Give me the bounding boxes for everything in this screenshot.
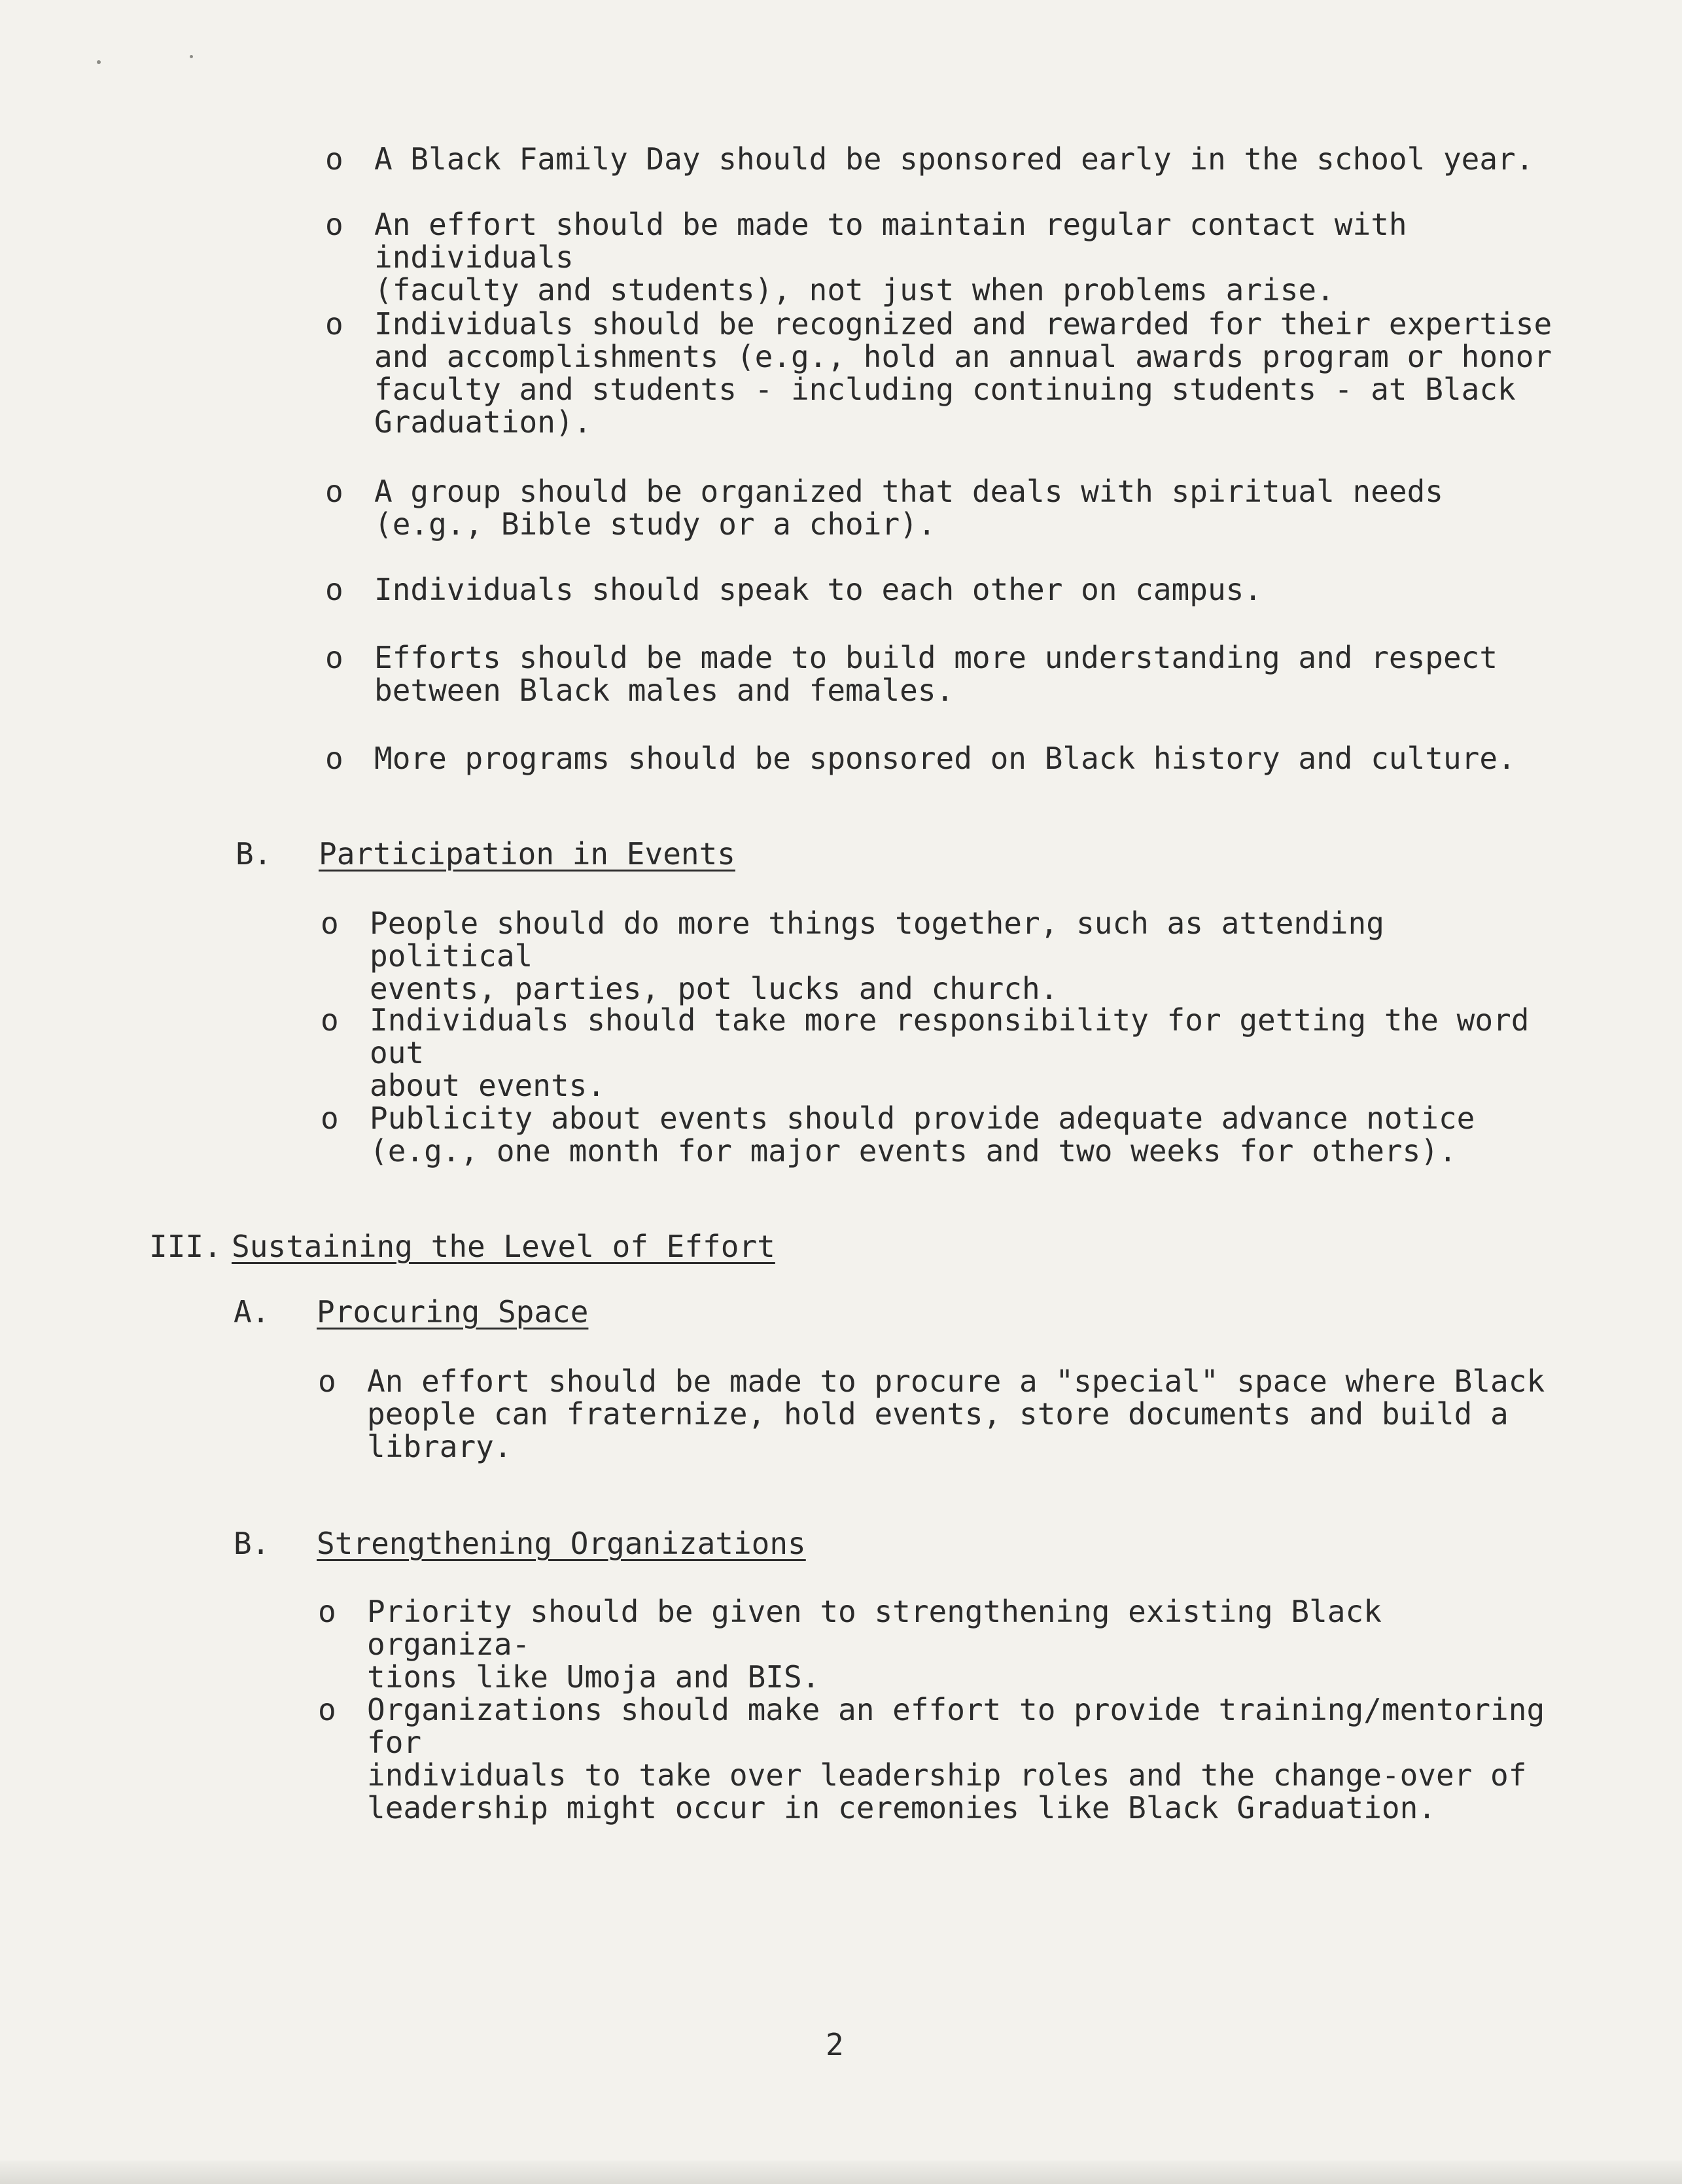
bullet-text: Organizations should make an effort to provide training/mentoring for individuals to take over leadership roles and the change-over of leadership might occur in ceremonies like Black Graduation. [367,1692,1545,1825]
bullet-marker: o [321,1002,339,1038]
bullet-text: Individuals should take more responsibility for getting the word out about events. [370,1002,1530,1103]
bullet-marker: o [325,141,343,177]
bullet-text: More programs should be sponsored on Black history and culture. [374,741,1516,776]
bullet-text: Efforts should be made to build more understanding and respect between Black males and females. [374,640,1498,708]
bullet-marker: o [325,306,343,342]
page-number: 2 [826,2027,844,2062]
section-title: Procuring Space [317,1294,589,1330]
section-title: Sustaining the Level of Effort [232,1229,775,1264]
bullet-marker: o [325,207,343,242]
bullet-text: People should do more things together, such as attending political events, parties, pot lucks and church. [370,906,1384,1006]
bullet-marker: o [325,640,343,675]
section-letter: B. [234,1526,270,1561]
bullet-text: An effort should be made to procure a "special" space where Black people can fraternize, hold events, store documents and build a library. [367,1364,1545,1464]
section-title: Participation in Events [319,836,735,872]
bullet-marker: o [325,572,343,607]
section-letter: A. [234,1294,270,1330]
bullet-marker: o [325,474,343,509]
bullet-marker: o [325,741,343,776]
bullet-text: Priority should be given to strengthening existing Black organiza- tions like Umoja and BIS. [367,1594,1382,1695]
bullet-marker: o [318,1692,336,1727]
bullet-marker: o [321,906,339,941]
bullet-text: An effort should be made to maintain regular contact with individuals (faculty and students), not just when problems arise. [374,207,1407,308]
bullet-text: Individuals should speak to each other on campus. [374,572,1263,607]
bullet-marker: o [318,1594,336,1629]
scan-edge-shadow [0,2160,1682,2184]
bullet-text: Publicity about events should provide adequate advance notice (e.g., one month for major events and two weeks for others). [370,1101,1475,1169]
section-title: Strengthening Organizations [317,1526,806,1561]
bullet-text: A group should be organized that deals with spiritual needs (e.g., Bible study or a choir). [374,474,1443,542]
section-letter: B. [236,836,272,872]
section-numeral: III. [149,1229,222,1264]
scan-speck [190,55,193,58]
bullet-text: A Black Family Day should be sponsored early in the school year. [374,141,1534,177]
bullet-marker: o [318,1364,336,1399]
bullet-marker: o [321,1101,339,1136]
bullet-text: Individuals should be recognized and rewarded for their expertise and accomplishments (e.g., hold an annual awards program or honor faculty and students - including continuing students - at Black Graduation). [374,306,1552,440]
scan-speck [97,60,101,64]
